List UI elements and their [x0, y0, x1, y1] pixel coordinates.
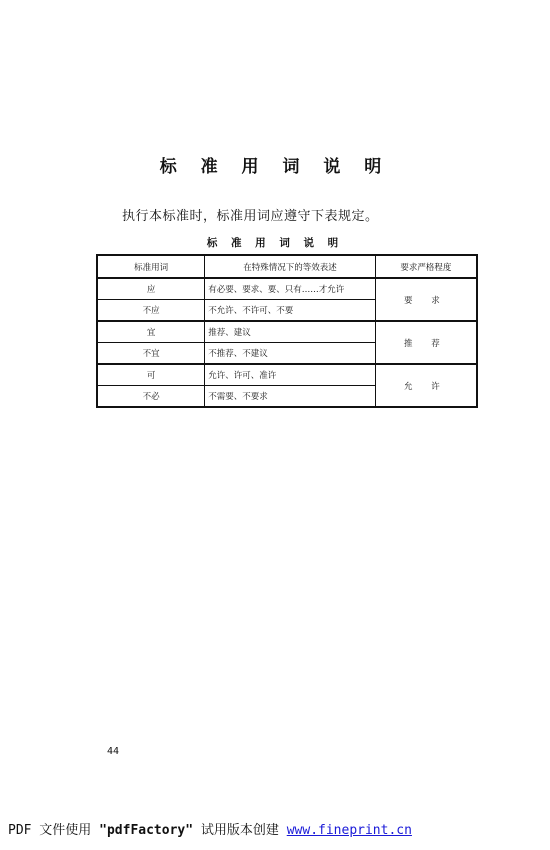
term-cell: 不必: [97, 386, 205, 408]
term-cell: 宜: [97, 321, 205, 343]
page-title: 标 准 用 词 说 明: [159, 157, 391, 177]
strictness-cell: 允 许: [375, 364, 477, 407]
footer-prefix: PDF 文件使用: [8, 823, 100, 838]
header-strictness: 要求严格程度: [375, 255, 477, 278]
equivalent-cell: 有必要、要求、要、只有……才允许: [205, 278, 375, 300]
table-row: [97, 321, 477, 343]
table-row: [97, 364, 477, 386]
footer-suffix: 试用版本创建: [193, 823, 287, 838]
footer-product: "pdfFactory": [99, 823, 194, 838]
equivalent-cell: 不允许、不许可、不要: [205, 300, 375, 322]
term-cell: 可: [97, 364, 205, 386]
fineprint-link[interactable]: www.fineprint.cn: [286, 823, 412, 838]
standard-terms-table: [96, 254, 478, 408]
header-term: 标准用词: [97, 255, 205, 278]
page-number: 44: [107, 746, 120, 757]
pdf-factory-footer: [8, 819, 412, 838]
strictness-cell: 推 荐: [375, 321, 477, 364]
intro-text: 执行本标准时，标准用词应遵守下表规定。: [122, 209, 379, 224]
table-header-row: [97, 255, 477, 278]
equivalent-cell: 不推荐、不建议: [205, 343, 375, 365]
equivalent-cell: 推荐、建议: [205, 321, 375, 343]
table-row: [97, 278, 477, 300]
equivalent-cell: 不需要、不要求: [205, 386, 375, 408]
equivalent-cell: 允许、许可、准许: [205, 364, 375, 386]
strictness-cell: 要 求: [375, 278, 477, 321]
header-equivalent: 在特殊情况下的等效表述: [205, 255, 375, 278]
term-cell: 不宜: [97, 343, 205, 365]
term-cell: 不应: [97, 300, 205, 322]
table-caption: 标 准 用 词 说 明: [206, 237, 344, 249]
term-cell: 应: [97, 278, 205, 300]
